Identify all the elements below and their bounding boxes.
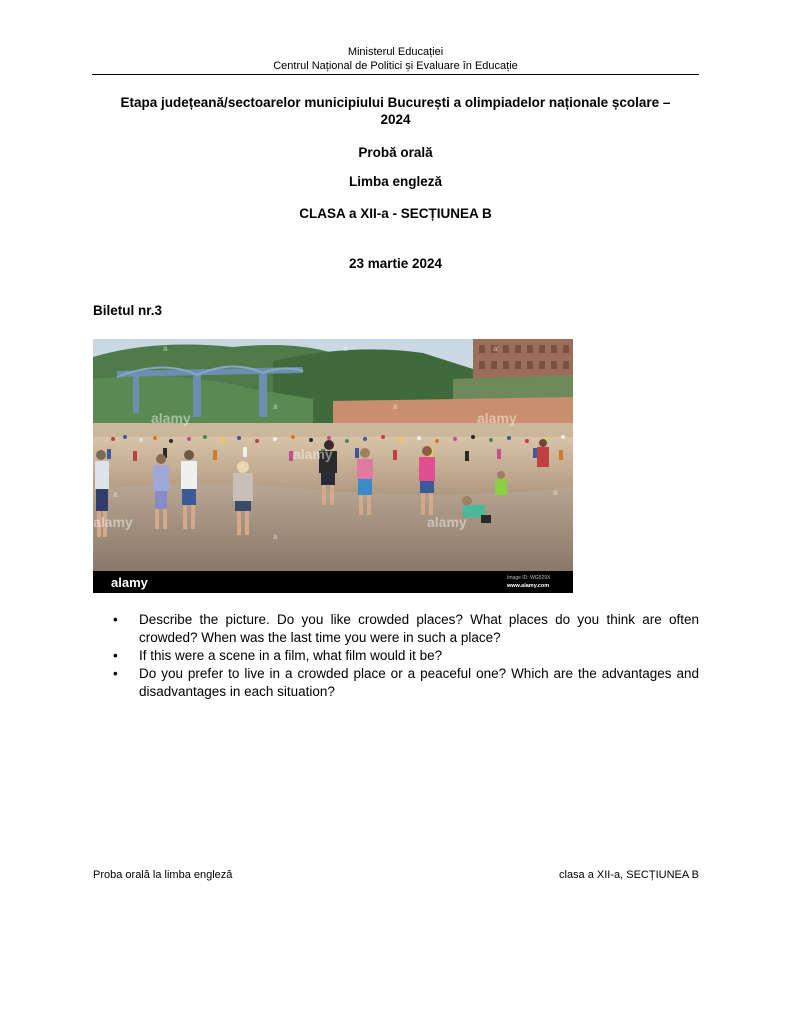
watermark-3: alamy — [477, 410, 517, 426]
question-item — [93, 611, 699, 647]
footer-left: Proba orală la limba engleză — [93, 869, 233, 881]
title-line-1: Etapa județeană/sectoarelor municipiului București a olimpiadelor naționale școlare – — [120, 95, 671, 110]
ticket-label: Biletul nr.3 — [93, 303, 163, 318]
question-text: Do you prefer to live in a crowded place or a peaceful one? Which are the advantages and disadvantages in each situation? — [139, 666, 699, 699]
question-item — [93, 647, 699, 665]
title-line-2: 2024 — [380, 112, 411, 127]
watermark-small-1: a — [163, 344, 168, 353]
watermark-5: alamy — [427, 514, 467, 530]
exam-date: 23 martie 2024 — [348, 256, 443, 271]
stock-site: www.alamy.com — [507, 583, 550, 589]
beach-crowd-photo — [93, 339, 573, 593]
footer-right: clasa a XII-a, SECȚIUNEA B — [559, 869, 699, 881]
bullet: • — [113, 666, 118, 681]
subject: Limba engleză — [348, 174, 443, 189]
class-section: CLASA a XII-a - SECȚIUNEA B — [299, 206, 492, 221]
watermark-small-3: a — [493, 344, 498, 353]
watermark-small-8: a — [553, 488, 558, 497]
bullet: • — [113, 648, 118, 663]
watermark-4: alamy — [93, 514, 133, 530]
watermark-small-4: a — [273, 402, 278, 411]
header-rule — [92, 74, 699, 75]
question-text: If this were a scene in a film, what film would it be? — [139, 648, 443, 663]
watermark-small-2: a — [343, 344, 348, 353]
watermark-1: alamy — [151, 410, 191, 426]
stock-footer-bar — [93, 571, 573, 593]
question-item — [93, 665, 699, 701]
watermark-small-7: a — [273, 532, 278, 541]
header-ministry: Ministerul Educației — [347, 46, 444, 58]
exam-type: Probă orală — [358, 145, 433, 160]
stock-image-id: Image ID: WG529X — [507, 575, 551, 581]
stock-brand-logo: alamy — [111, 575, 148, 590]
header-center: Centrul Național de Politici și Evaluare în Educație — [273, 60, 518, 72]
question-list — [93, 611, 699, 701]
question-text: Describe the picture. Do you like crowded places? What places do you think are often crowded? When was the last time you were in such a place? — [139, 612, 699, 645]
watermark-small-6: a — [113, 490, 118, 499]
bullet: • — [113, 612, 118, 627]
watermark-small-5: a — [393, 402, 398, 411]
watermark-2: alamy — [293, 446, 333, 462]
